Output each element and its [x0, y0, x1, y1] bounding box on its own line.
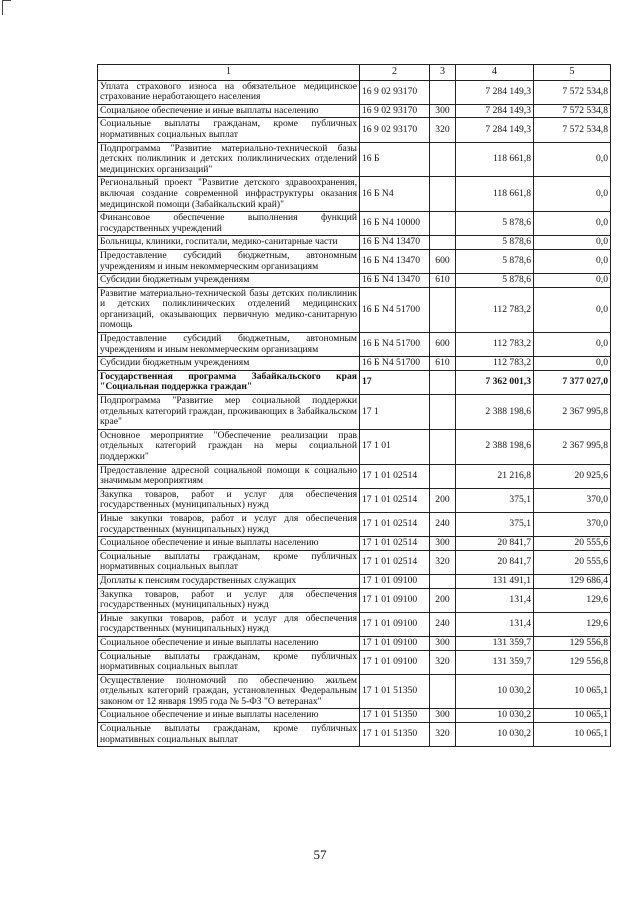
expense-type-cell: [430, 236, 456, 250]
target-code-cell: 16 9 02 93170: [360, 80, 430, 104]
expense-type-cell: [430, 212, 456, 236]
amount-year1-cell: 131,4: [456, 612, 534, 636]
target-code-cell: 17 1 01: [360, 429, 430, 464]
expense-type-cell: 600: [430, 333, 456, 357]
target-code-cell: 17 1 01 02514: [360, 464, 430, 488]
target-code-cell: 17 1 01 02514: [360, 488, 430, 512]
amount-year1-cell: 5 878,6: [456, 274, 534, 288]
amount-year1-cell: 10 030,2: [456, 709, 534, 723]
table-row: [98, 574, 611, 588]
row-name-cell: Предоставление субсидий бюджетным, автономным учреждениям и иным некоммерческим организациям: [98, 333, 360, 357]
row-name-cell: Иные закупки товаров, работ и услуг для обеспечения государственных (муниципальных) нужд: [98, 612, 360, 636]
row-name-cell: Социальные выплаты гражданам, кроме публичных нормативных социальных выплат: [98, 118, 360, 142]
table-row: [98, 142, 611, 177]
target-code-cell: 16 Б N4 51700: [360, 333, 430, 357]
expense-type-cell: 610: [430, 274, 456, 288]
amount-year2-cell: 0,0: [534, 236, 611, 250]
row-name-cell: Социальное обеспечение и иные выплаты населению: [98, 709, 360, 723]
amount-year1-cell: 375,1: [456, 512, 534, 536]
row-name-cell: Субсидии бюджетным учреждениям: [98, 357, 360, 371]
amount-year2-cell: 20 555,6: [534, 537, 611, 551]
amount-year2-cell: 129 686,4: [534, 574, 611, 588]
expense-type-cell: [430, 177, 456, 212]
amount-year1-cell: 131 491,1: [456, 574, 534, 588]
table-row: [98, 249, 611, 273]
target-code-cell: 16 Б N4 51700: [360, 357, 430, 371]
table-row: [98, 588, 611, 612]
expense-type-cell: [430, 574, 456, 588]
target-code-cell: 16 Б N4 13470: [360, 274, 430, 288]
expense-type-cell: 320: [430, 118, 456, 142]
expense-type-cell: 300: [430, 709, 456, 723]
column-header: 1: [98, 65, 360, 81]
amount-year1-cell: 375,1: [456, 488, 534, 512]
table-row: [98, 104, 611, 118]
target-code-cell: 17: [360, 370, 430, 394]
row-name-cell: Социальные выплаты гражданам, кроме публичных нормативных социальных выплат: [98, 723, 360, 747]
amount-year2-cell: 370,0: [534, 488, 611, 512]
table-row: [98, 236, 611, 250]
amount-year1-cell: 112 783,2: [456, 357, 534, 371]
amount-year1-cell: 5 878,6: [456, 212, 534, 236]
row-name-cell: Предоставление адресной социальной помощи к социально значимым мероприятиям: [98, 464, 360, 488]
expense-type-cell: 200: [430, 488, 456, 512]
column-header: 2: [360, 65, 430, 81]
table-row: [98, 537, 611, 551]
expense-type-cell: [430, 429, 456, 464]
table-row: [98, 429, 611, 464]
corner-mark: [2, 0, 11, 15]
amount-year1-cell: 7 284 149,3: [456, 118, 534, 142]
amount-year2-cell: 2 367 995,8: [534, 395, 611, 430]
amount-year1-cell: 131,4: [456, 588, 534, 612]
amount-year1-cell: 7 284 149,3: [456, 104, 534, 118]
expense-type-cell: 240: [430, 612, 456, 636]
target-code-cell: 16 Б N4 13470: [360, 236, 430, 250]
amount-year1-cell: 5 878,6: [456, 249, 534, 273]
expense-type-cell: [430, 80, 456, 104]
row-name-cell: Развитие материально-технической базы детских поликлиник и детских поликлинических отделений медицинских организаций, оказывающих первичную медико-санитарную помощь: [98, 287, 360, 332]
amount-year1-cell: 2 388 198,6: [456, 429, 534, 464]
amount-year2-cell: 0,0: [534, 357, 611, 371]
target-code-cell: 16 Б N4 10000: [360, 212, 430, 236]
table-row: [98, 274, 611, 288]
expense-type-cell: 320: [430, 550, 456, 574]
amount-year2-cell: 129 556,8: [534, 650, 611, 674]
expense-type-cell: 320: [430, 650, 456, 674]
target-code-cell: 17 1 01 09100: [360, 574, 430, 588]
row-name-cell: Закупка товаров, работ и услуг для обеспечения государственных (муниципальных) нужд: [98, 588, 360, 612]
expense-type-cell: 610: [430, 357, 456, 371]
column-header: 3: [430, 65, 456, 81]
row-name-cell: Финансовое обеспечение выполнения функций государственных учреждений: [98, 212, 360, 236]
amount-year1-cell: 20 841,7: [456, 537, 534, 551]
amount-year2-cell: 0,0: [534, 249, 611, 273]
table-header-row: [98, 65, 611, 81]
row-name-cell: Предоставление субсидий бюджетным, автономным учреждениям и иным некоммерческим организациям: [98, 249, 360, 273]
row-name-cell: Иные закупки товаров, работ и услуг для обеспечения государственных (муниципальных) нужд: [98, 512, 360, 536]
table-row: [98, 333, 611, 357]
expense-type-cell: [430, 370, 456, 394]
amount-year2-cell: 7 572 534,8: [534, 80, 611, 104]
table-row: [98, 723, 611, 747]
table-row: [98, 80, 611, 104]
amount-year2-cell: 7 377 027,0: [534, 370, 611, 394]
expense-type-cell: [430, 395, 456, 430]
target-code-cell: 17 1 01 02514: [360, 550, 430, 574]
amount-year2-cell: 0,0: [534, 212, 611, 236]
amount-year2-cell: 20 555,6: [534, 550, 611, 574]
row-name-cell: Государственная программа Забайкальского края "Социальная поддержка граждан": [98, 370, 360, 394]
row-name-cell: Подпрограмма "Развитие материально-технической базы детских поликлиник и детских поликлинических отделений медицинских организаций": [98, 142, 360, 177]
amount-year2-cell: 10 065,1: [534, 674, 611, 709]
amount-year2-cell: 0,0: [534, 287, 611, 332]
target-code-cell: 17 1 01 51350: [360, 723, 430, 747]
amount-year1-cell: 20 841,7: [456, 550, 534, 574]
table-row: [98, 287, 611, 332]
target-code-cell: 16 Б N4: [360, 177, 430, 212]
target-code-cell: 16 Б N4 51700: [360, 287, 430, 332]
column-header: 5: [534, 65, 611, 81]
row-name-cell: Социальные выплаты гражданам, кроме публичных нормативных социальных выплат: [98, 650, 360, 674]
row-name-cell: Доплаты к пенсиям государственных служащих: [98, 574, 360, 588]
expense-type-cell: 300: [430, 636, 456, 650]
amount-year2-cell: 129,6: [534, 612, 611, 636]
target-code-cell: 17 1 01 09100: [360, 650, 430, 674]
amount-year1-cell: 21 216,8: [456, 464, 534, 488]
amount-year1-cell: 131 359,7: [456, 636, 534, 650]
amount-year1-cell: 118 661,8: [456, 177, 534, 212]
table-row: [98, 395, 611, 430]
expense-type-cell: 300: [430, 537, 456, 551]
amount-year2-cell: 370,0: [534, 512, 611, 536]
target-code-cell: 16 9 02 93170: [360, 118, 430, 142]
expense-type-cell: [430, 142, 456, 177]
amount-year1-cell: 112 783,2: [456, 333, 534, 357]
column-header: 4: [456, 65, 534, 81]
amount-year2-cell: 0,0: [534, 177, 611, 212]
expense-type-cell: [430, 287, 456, 332]
target-code-cell: 16 Б N4 13470: [360, 249, 430, 273]
row-name-cell: Субсидии бюджетным учреждениям: [98, 274, 360, 288]
row-name-cell: Социальные выплаты гражданам, кроме публичных нормативных социальных выплат: [98, 550, 360, 574]
expense-type-cell: 240: [430, 512, 456, 536]
expense-type-cell: 200: [430, 588, 456, 612]
amount-year1-cell: 10 030,2: [456, 723, 534, 747]
table-row: [98, 488, 611, 512]
expense-type-cell: [430, 674, 456, 709]
expense-type-cell: 600: [430, 249, 456, 273]
target-code-cell: 16 Б: [360, 142, 430, 177]
amount-year2-cell: 129,6: [534, 588, 611, 612]
table-row: [98, 650, 611, 674]
table-row: [98, 674, 611, 709]
row-name-cell: Основное мероприятие "Обеспечение реализации прав отдельных категорий граждан на меры социальной поддержки": [98, 429, 360, 464]
amount-year2-cell: 2 367 995,8: [534, 429, 611, 464]
amount-year1-cell: 7 362 001,3: [456, 370, 534, 394]
expense-type-cell: 300: [430, 104, 456, 118]
amount-year1-cell: 7 284 149,3: [456, 80, 534, 104]
amount-year2-cell: 7 572 534,8: [534, 104, 611, 118]
page-number: 57: [313, 847, 327, 862]
table-row: [98, 177, 611, 212]
row-name-cell: Закупка товаров, работ и услуг для обеспечения государственных (муниципальных) нужд: [98, 488, 360, 512]
table-row: [98, 357, 611, 371]
budget-table: [97, 64, 611, 747]
table-row: [98, 118, 611, 142]
target-code-cell: 17 1 01 51350: [360, 674, 430, 709]
amount-year2-cell: 129 556,8: [534, 636, 611, 650]
target-code-cell: 17 1 01 09100: [360, 636, 430, 650]
expense-type-cell: 320: [430, 723, 456, 747]
target-code-cell: 17 1 01 51350: [360, 709, 430, 723]
amount-year2-cell: 0,0: [534, 142, 611, 177]
amount-year2-cell: 0,0: [534, 274, 611, 288]
expense-type-cell: [430, 464, 456, 488]
target-code-cell: 17 1 01 09100: [360, 588, 430, 612]
row-name-cell: Социальное обеспечение и иные выплаты населению: [98, 537, 360, 551]
row-name-cell: Региональный проект "Развитие детского здравоохранения, включая создание современной инфраструктуры оказания медицинской помощи (Забайкальский край)": [98, 177, 360, 212]
row-name-cell: Социальное обеспечение и иные выплаты населению: [98, 104, 360, 118]
amount-year2-cell: 10 065,1: [534, 709, 611, 723]
amount-year1-cell: 112 783,2: [456, 287, 534, 332]
amount-year2-cell: 10 065,1: [534, 723, 611, 747]
target-code-cell: 17 1 01 09100: [360, 612, 430, 636]
table-row: [98, 612, 611, 636]
table-row: [98, 212, 611, 236]
target-code-cell: 17 1: [360, 395, 430, 430]
amount-year1-cell: 10 030,2: [456, 674, 534, 709]
target-code-cell: 17 1 01 02514: [360, 537, 430, 551]
target-code-cell: 17 1 01 02514: [360, 512, 430, 536]
table-row: [98, 709, 611, 723]
row-name-cell: Уплата страхового износа на обязательное медицинское страхование неработающего населения: [98, 80, 360, 104]
amount-year2-cell: 7 572 534,8: [534, 118, 611, 142]
amount-year1-cell: 2 388 198,6: [456, 395, 534, 430]
table-row: [98, 550, 611, 574]
row-name-cell: Подпрограмма "Развитие мер социальной поддержки отдельных категорий граждан, проживающих в Забайкальском крае": [98, 395, 360, 430]
table-row: [98, 370, 611, 394]
amount-year2-cell: 20 925,6: [534, 464, 611, 488]
amount-year2-cell: 0,0: [534, 333, 611, 357]
row-name-cell: Социальное обеспечение и иные выплаты населению: [98, 636, 360, 650]
amount-year1-cell: 5 878,6: [456, 236, 534, 250]
row-name-cell: Осуществление полномочий по обеспечению жильем отдельных категорий граждан, установленных Федеральным законом от 12 января 1995 года № 5-ФЗ "О ветеранах": [98, 674, 360, 709]
target-code-cell: 16 9 02 93170: [360, 104, 430, 118]
amount-year1-cell: 118 661,8: [456, 142, 534, 177]
amount-year1-cell: 131 359,7: [456, 650, 534, 674]
table-row: [98, 512, 611, 536]
row-name-cell: Больницы, клиники, госпитали, медико-санитарные части: [98, 236, 360, 250]
table-row: [98, 636, 611, 650]
table-row: [98, 464, 611, 488]
